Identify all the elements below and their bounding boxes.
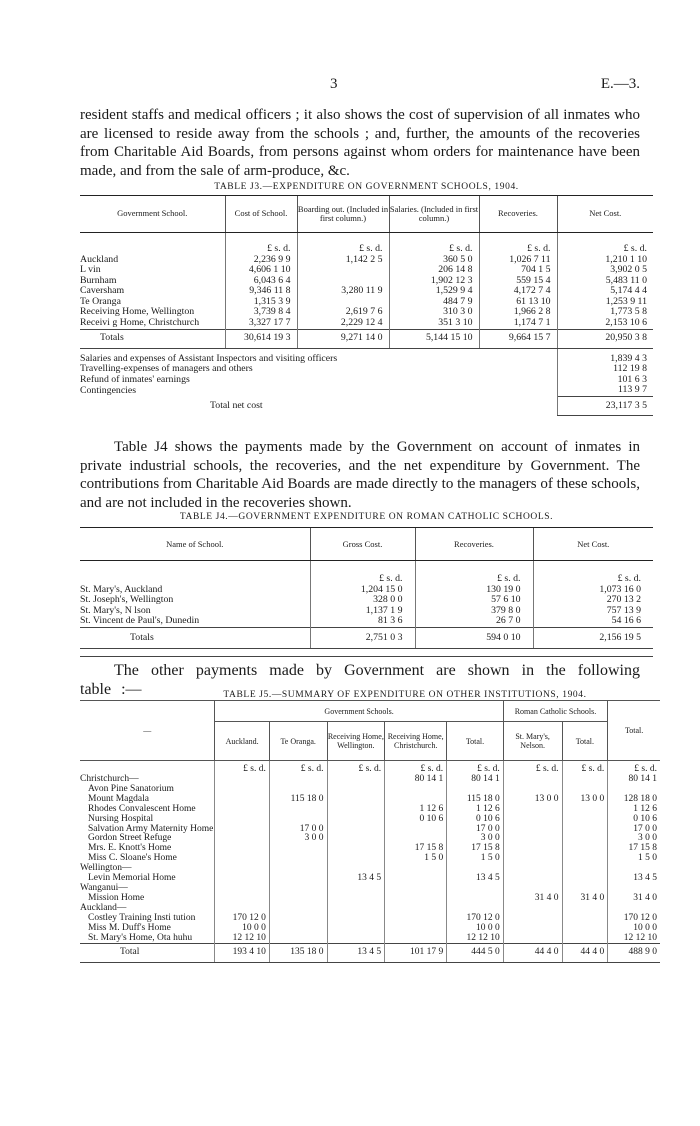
table-j5-total-value: 13 4 5 [327, 944, 385, 963]
table-j5-value [269, 934, 327, 944]
table-j5-value: 3 0 0 [608, 834, 660, 844]
page-number: 3 [330, 76, 338, 92]
table-j5-value [562, 934, 608, 944]
table-j5-value: 31 4 0 [503, 894, 562, 904]
table-j3-value: 1,253 9 11 [557, 297, 653, 308]
section-divider [80, 656, 653, 657]
table-j5-header: Auckland. [215, 722, 269, 761]
institution-name: Mrs. E. Knott's Home [88, 843, 172, 854]
table-row [80, 894, 660, 904]
totals-label: Totals [80, 627, 310, 648]
table-row [80, 785, 660, 795]
table-j5-value: 170 12 0 [447, 914, 504, 924]
table-j3 [80, 195, 653, 416]
table-j4-value: 757 13 9 [533, 606, 653, 617]
table-j5-value [562, 775, 608, 785]
table-j4-cell [80, 561, 310, 585]
table-j3-value: 1,026 7 11 [479, 255, 557, 266]
table-j5-unit: £ s. d. [608, 761, 660, 776]
table-j5-value: 31 4 0 [562, 894, 608, 904]
table-j5-value [503, 805, 562, 815]
table-j5-group-gov: Government Schools. [215, 701, 503, 722]
table-j3-value: 1,966 2 8 [479, 307, 557, 318]
table-j5-value [215, 844, 269, 854]
institution-name: Nursing Hospital [88, 813, 154, 824]
table-j5-value: 10 0 0 [215, 924, 269, 934]
table-j3-total-value: 20,950 3 8 [557, 329, 653, 348]
table-row [80, 255, 653, 266]
table-j3-value: 704 1 5 [479, 265, 557, 276]
table-j5-header: Total. [447, 722, 504, 761]
table-j5-value [562, 825, 608, 835]
table-j5-value: 1 5 0 [447, 854, 504, 864]
table-j4-header: Gross Cost. [310, 528, 415, 561]
table-j5-value [385, 904, 447, 914]
table-j5-value [215, 834, 269, 844]
table-j5-value: 17 0 0 [608, 825, 660, 835]
table-j3-total-value: 30,614 19 3 [225, 329, 297, 348]
table-j5-value [269, 864, 327, 874]
table-j3-unit: £ s. d. [389, 233, 479, 255]
table-j5-value [503, 864, 562, 874]
intro-paragraph: resident staffs and medical officers ; it also shows the cost of supervision of all inmates who are licensed to reside away from the schools ; and, further, the amounts of the recoveries from Charitable Aid Boards, from persons against whom orders for maintenance have been made, and from the sale of arm-produce, &c. [80, 107, 640, 179]
institution-name: Miss M. Duff's Home [88, 922, 171, 933]
table-j5-value [269, 924, 327, 934]
institution-name: Mission Home [88, 892, 145, 903]
table-j4-value: 328 0 0 [310, 595, 415, 606]
institution-name: St. Mary's Home, Ota huhu [88, 932, 193, 943]
expense-value: 112 19 8 [557, 364, 653, 375]
table-j5-value [385, 924, 447, 934]
table-j3-value: 206 14 8 [389, 265, 479, 276]
table-j5-value [269, 854, 327, 864]
table-j5-value [385, 825, 447, 835]
school-name: Burnham [80, 274, 117, 286]
table-j4-value: 54 16 6 [533, 616, 653, 627]
table-j5-value: 0 10 6 [608, 815, 660, 825]
table-j5-value [562, 924, 608, 934]
table-j5-value: 10 0 0 [447, 924, 504, 934]
table-j5-value [215, 864, 269, 874]
table-j5-value: 10 0 0 [608, 924, 660, 934]
table-j5-value [327, 825, 385, 835]
table-j4-header: Name of School. [80, 528, 310, 561]
institution-name: Levin Memorial Home [88, 873, 176, 884]
table-j4-value: 379 8 0 [415, 606, 533, 617]
table-j5-value [327, 904, 385, 914]
table-j5-value [269, 775, 327, 785]
table-j5-value: 13 4 5 [608, 874, 660, 884]
table-j3-totals-row [80, 329, 653, 348]
institution-name: Auckland— [80, 902, 127, 913]
table-j4-unit: £ s. d. [310, 561, 415, 585]
table-j3-cell [80, 233, 225, 255]
table-j4-header: Net Cost. [533, 528, 653, 561]
table-j5-value [327, 854, 385, 864]
school-name: Auckland [80, 253, 119, 265]
table-j5-value [269, 874, 327, 884]
expense-label: Contingencies [80, 384, 137, 396]
table-j5-value [385, 864, 447, 874]
table-j5-unit: £ s. d. [269, 761, 327, 776]
table-j3-value: 484 7 9 [389, 297, 479, 308]
table-j5-header: Te Oranga. [269, 722, 327, 761]
table-j5-value [503, 825, 562, 835]
table-j5-blank-header: — [80, 701, 215, 761]
expense-value: 101 6 3 [557, 375, 653, 386]
net-total-value: 23,117 3 5 [557, 396, 653, 415]
table-row [80, 854, 660, 864]
table-j5-value: 17 15 8 [385, 844, 447, 854]
table-j3-value: 1,210 1 10 [557, 255, 653, 266]
school-name: St. Vincent de Paul's, Dunedin [80, 615, 200, 627]
table-j5-unit: £ s. d. [327, 761, 385, 776]
table-j5-total-value: 135 18 0 [269, 944, 327, 963]
table-j5-value [503, 924, 562, 934]
table-j5-value [327, 914, 385, 924]
table-j3-value [297, 265, 389, 276]
institution-name: Gordon Street Refuge [88, 833, 172, 844]
table-j5-value [503, 914, 562, 924]
table-j5-value: 13 4 5 [327, 874, 385, 884]
table-j5-value [269, 805, 327, 815]
table-j4-unit: £ s. d. [415, 561, 533, 585]
table-j5-value [327, 815, 385, 825]
table-j3-value: 9,346 11 8 [225, 286, 297, 297]
school-name: Caversham [80, 285, 125, 297]
table-j5-value: 1 12 6 [447, 805, 504, 815]
table-j5-unit: £ s. d. [503, 761, 562, 776]
table-j3-value: 360 5 0 [389, 255, 479, 266]
expense-value: 1,839 4 3 [557, 348, 653, 364]
table-j3-units-row [80, 233, 653, 255]
table-j5-value [503, 815, 562, 825]
table-j5-value [562, 854, 608, 864]
table-j3-value: 1,142 2 5 [297, 255, 389, 266]
table-j3-unit: £ s. d. [297, 233, 389, 255]
expense-value: 113 9 7 [557, 385, 653, 396]
table-j5-cell [80, 761, 215, 776]
table-j3-value: 1,773 5 8 [557, 307, 653, 318]
totals-label: Totals [80, 329, 225, 348]
table-j4-value: 130 19 0 [415, 585, 533, 596]
table-j3-value: 2,619 7 6 [297, 307, 389, 318]
table-j3-total-value: 9,664 15 7 [479, 329, 557, 348]
institution-name: Costley Training Insti tution [88, 912, 196, 923]
table-row [80, 805, 660, 815]
table-j5-value: 13 0 0 [503, 795, 562, 805]
table-row [80, 348, 653, 364]
table-j5-value [215, 874, 269, 884]
table-j4-total-value: 2,156 19 5 [533, 627, 653, 648]
table-j3-header: Net Cost. [557, 196, 653, 233]
table-j5-value: 12 12 10 [215, 934, 269, 944]
table-j5-value [215, 815, 269, 825]
j4-paragraph: Table J4 shows the payments made by the Government on account of inmates in private industrial schools, the recoveries, and the net expenditure by Government. The contributions from Charitable Aid Boards are made directly to the managers of these schools, and are not included in the recoveries shown. [80, 439, 640, 511]
table-j5-value [385, 914, 447, 924]
table-j5-value [447, 894, 504, 904]
table-j3-value: 61 13 10 [479, 297, 557, 308]
table-j4-value: 1,137 1 9 [310, 606, 415, 617]
table-j5-value: 31 4 0 [608, 894, 660, 904]
table-j5-value: 1 5 0 [608, 854, 660, 864]
net-total-label: Total net cost [210, 399, 263, 411]
table-j3-value: 351 3 10 [389, 318, 479, 329]
table-j5-total-value: 193 4 10 [215, 944, 269, 963]
table-j3-value: 1,315 3 9 [225, 297, 297, 308]
table-j3-header: Salaries. (Included in first column.) [389, 196, 479, 233]
table-row [80, 874, 660, 884]
table-j5-value [503, 874, 562, 884]
document-reference: E.—3. [600, 76, 640, 92]
table-j3-value: 1,529 9 4 [389, 286, 479, 297]
table-j5-value: 17 0 0 [269, 825, 327, 835]
table-j5-value [327, 795, 385, 805]
table-j5-value [385, 884, 447, 894]
institution-name: Mount Magdala [88, 793, 149, 804]
table-j5-value: 0 10 6 [447, 815, 504, 825]
table-j5-value [447, 884, 504, 894]
table-row [80, 375, 653, 386]
table-j5-value [385, 894, 447, 904]
table-j5-value: 1 5 0 [385, 854, 447, 864]
table-j5-unit: £ s. d. [447, 761, 504, 776]
table-j3-value: 3,902 0 5 [557, 265, 653, 276]
table-j3-value: 2,229 12 4 [297, 318, 389, 329]
table-j5-header: Receiving Home, Christchurch. [385, 722, 447, 761]
table-j5-value [269, 894, 327, 904]
table-j5-group-header-row [80, 701, 660, 722]
table-j3-caption: TABLE J3.—EXPENDITURE ON GOVERNMENT SCHOOLS, 1904. [214, 182, 519, 192]
table-j5-value [327, 924, 385, 934]
table-j5-value [385, 785, 447, 795]
table-j3-value: 4,606 1 10 [225, 265, 297, 276]
table-j3-value: 310 3 0 [389, 307, 479, 318]
table-j3-value: 5,174 4 4 [557, 286, 653, 297]
table-j5-value [269, 844, 327, 854]
table-j5-value: 170 12 0 [608, 914, 660, 924]
table-j5-header: Total. [608, 701, 660, 761]
table-j5-value [269, 884, 327, 894]
expense-label: Refund of inmates' earnings [80, 373, 190, 385]
table-j5-total-value: 444 5 0 [447, 944, 504, 963]
table-j5-units-row [80, 761, 660, 776]
table-j3-value: 6,043 6 4 [225, 276, 297, 287]
table-j5-totals-row [80, 944, 660, 963]
table-j3-value: 1,174 7 1 [479, 318, 557, 329]
table-j5-value [385, 934, 447, 944]
school-name: Receivi g Home, Christchurch [80, 317, 200, 329]
table-row [80, 616, 653, 627]
table-row [80, 286, 653, 297]
table-j4-value: 1,073 16 0 [533, 585, 653, 596]
table-j4-value: 81 3 6 [310, 616, 415, 627]
table-j5-value [503, 844, 562, 854]
table-j5-value [215, 854, 269, 864]
table-j3-net-row [80, 396, 653, 415]
table-j5-unit: £ s. d. [385, 761, 447, 776]
table-j5-value [562, 844, 608, 854]
table-j3-total-value: 5,144 15 10 [389, 329, 479, 348]
table-j5-value [327, 934, 385, 944]
table-j5-value: 0 10 6 [385, 815, 447, 825]
table-j5-value [215, 825, 269, 835]
table-j5-value [269, 914, 327, 924]
table-j5-value [327, 805, 385, 815]
table-j5-total-value: 488 9 0 [608, 944, 660, 963]
table-j5-value: 115 18 0 [269, 795, 327, 805]
institution-name: Rhodes Convalescent Home [88, 803, 196, 814]
table-j3-value: 3,327 17 7 [225, 318, 297, 329]
table-j5-header: Receiving Home, Wellington. [327, 722, 385, 761]
table-j5-value [327, 834, 385, 844]
table-j5-header: St. Mary's, Nelson. [503, 722, 562, 761]
table-j5-value: 17 15 8 [608, 844, 660, 854]
table-j5-value [503, 834, 562, 844]
school-name: Te Oranga [80, 295, 121, 307]
table-j3-value: 559 15 4 [479, 276, 557, 287]
table-j5-value [327, 884, 385, 894]
table-j3-value: 3,739 8 4 [225, 307, 297, 318]
table-j5-value: 12 12 10 [608, 934, 660, 944]
table-j3-value: 2,236 9 9 [225, 255, 297, 266]
institution-name: Wanganui— [80, 882, 128, 893]
school-name: St. Joseph's, Wellington [80, 594, 174, 606]
institution-name: Christchurch— [80, 774, 139, 784]
table-j5-header: Total. [562, 722, 608, 761]
table-j5-value [215, 805, 269, 815]
totals-label: Total [80, 944, 215, 963]
table-j5-value [385, 874, 447, 884]
institution-name: Avon Pine Sanatorium [88, 783, 174, 794]
table-j5-value [327, 894, 385, 904]
school-name: St. Mary's, Auckland [80, 583, 163, 595]
table-j5-value: 80 14 1 [608, 775, 660, 785]
table-j5-value: 170 12 0 [215, 914, 269, 924]
table-j3-header: Cost of School. [225, 196, 297, 233]
table-j5-value [327, 785, 385, 795]
table-row [80, 385, 653, 396]
table-j5-value [562, 874, 608, 884]
table-j5-value [215, 775, 269, 785]
table-j5-value: 17 15 8 [447, 844, 504, 854]
table-j5-value: 128 18 0 [608, 795, 660, 805]
table-j4-total-value: 594 0 10 [415, 627, 533, 648]
institution-name: Wellington— [80, 863, 132, 874]
table-j3-total-value: 9,271 14 0 [297, 329, 389, 348]
school-name: St. Mary's, N lson [80, 604, 151, 616]
table-j3-header: Government School. [80, 196, 225, 233]
table-j5-value [562, 904, 608, 914]
table-j5-value: 115 18 0 [447, 795, 504, 805]
table-j5-value [215, 795, 269, 805]
expense-label: Travelling-expenses of managers and others [80, 363, 253, 375]
table-j5-value: 1 12 6 [385, 805, 447, 815]
table-j5-value [215, 894, 269, 904]
table-j5-value: 3 0 0 [269, 834, 327, 844]
table-j4-total-value: 2,751 0 3 [310, 627, 415, 648]
table-j5-value [215, 884, 269, 894]
table-j3-value: 5,483 11 0 [557, 276, 653, 287]
table-j5-value [503, 775, 562, 785]
table-j5-value [215, 785, 269, 795]
table-j4-value: 26 7 0 [415, 616, 533, 627]
table-j4-value: 1,204 15 0 [310, 585, 415, 596]
table-j5-value [327, 775, 385, 785]
table-j4-caption: TABLE J4.—GOVERNMENT EXPENDITURE ON ROMAN CATHOLIC SCHOOLS. [179, 512, 554, 522]
table-j4 [80, 527, 653, 649]
table-j5-value: 80 14 1 [385, 775, 447, 785]
table-j5-value [562, 914, 608, 924]
table-j5-caption: TABLE J5.—SUMMARY OF EXPENDITURE ON OTHER INSTITUTIONS, 1904. [223, 690, 587, 700]
table-j3-unit: £ s. d. [479, 233, 557, 255]
expense-label: Salaries and expenses of Assistant Inspectors and visiting officers [80, 352, 338, 364]
table-row [80, 934, 660, 944]
table-row [80, 265, 653, 276]
table-j5-value: 13 4 5 [447, 874, 504, 884]
table-j3-value: 3,280 11 9 [297, 286, 389, 297]
institution-name: Salvation Army Maternity Home [88, 823, 214, 834]
school-name: L vin [80, 264, 101, 276]
table-j5-value: 1 12 6 [608, 805, 660, 815]
table-row [80, 924, 660, 934]
table-j3-header: Boarding out. (Included in first column.) [297, 196, 389, 233]
table-j5-value [503, 904, 562, 914]
table-j5-value: 12 12 10 [447, 934, 504, 944]
table-j5-value: 17 0 0 [447, 825, 504, 835]
table-j5 [80, 700, 660, 963]
table-j5-unit: £ s. d. [562, 761, 608, 776]
table-j4-totals-row [80, 627, 653, 648]
table-j5-value [503, 854, 562, 864]
table-j5-total-value: 101 17 9 [385, 944, 447, 963]
table-j4-value: 57 6 10 [415, 595, 533, 606]
table-j3-unit: £ s. d. [557, 233, 653, 255]
table-j5-total-value: 44 4 0 [503, 944, 562, 963]
table-j5-value [562, 805, 608, 815]
table-j3-value: 2,153 10 6 [557, 318, 653, 329]
table-j5-value [562, 815, 608, 825]
j5-paragraph: The other payments made by Government are shown in the following table :— [80, 662, 640, 698]
table-j5-group-rc: Roman Catholic Schools. [503, 701, 607, 722]
institution-name: Miss C. Sloane's Home [88, 853, 177, 864]
table-j3-value: 1,902 12 3 [389, 276, 479, 287]
table-row [80, 318, 653, 329]
table-j4-units-row [80, 561, 653, 585]
table-j3-value: 4,172 7 4 [479, 286, 557, 297]
table-j5-value: 3 0 0 [447, 834, 504, 844]
table-row [80, 884, 660, 894]
table-j5-value: 13 0 0 [562, 795, 608, 805]
table-j3-unit: £ s. d. [225, 233, 297, 255]
table-j3-header: Recoveries. [479, 196, 557, 233]
table-j5-value: 80 14 1 [447, 775, 504, 785]
table-j4-value: 270 13 2 [533, 595, 653, 606]
table-j5-value [562, 834, 608, 844]
table-j5-value [327, 844, 385, 854]
table-j5-value [269, 904, 327, 914]
table-j5-unit: £ s. d. [215, 761, 269, 776]
table-j5-value [562, 864, 608, 874]
table-j4-header: Recoveries. [415, 528, 533, 561]
table-j4-unit: £ s. d. [533, 561, 653, 585]
table-j5-value [503, 934, 562, 944]
table-j5-total-value: 44 4 0 [562, 944, 608, 963]
school-name: Receiving Home, Wellington [80, 306, 195, 318]
